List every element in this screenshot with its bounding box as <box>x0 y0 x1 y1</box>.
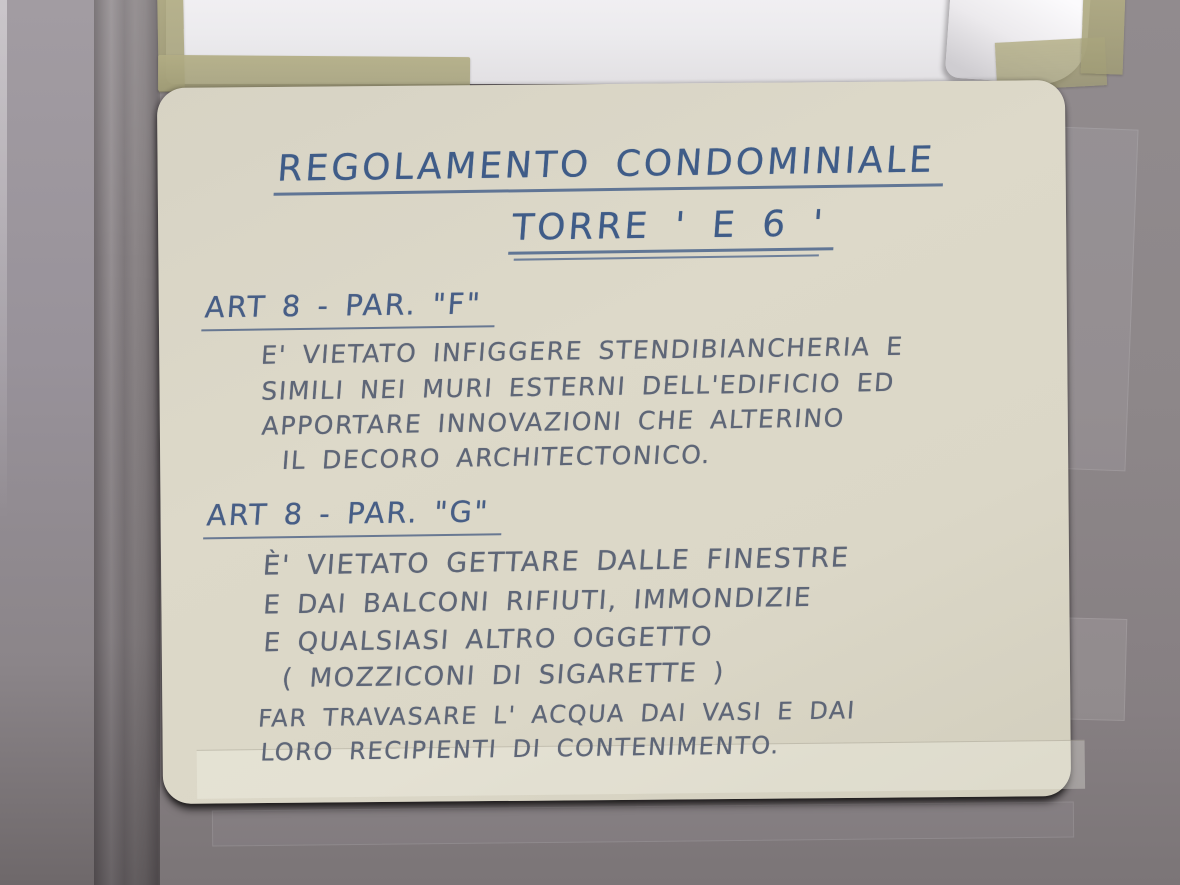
section-g-line-2: E DAI BALCONI RIFIUTI, IMMONDIZIE <box>262 582 813 621</box>
section-g-line-3: E QUALSIASI ALTRO OGGETTO <box>262 621 715 659</box>
sign-title-line-1 <box>274 139 946 189</box>
section-g-line-1: È' VIETATO GETTARE DALLE FINESTRE <box>261 542 851 582</box>
section-g-line-4: ( MOZZICONI DI SIGARETTE ) <box>280 657 727 695</box>
section-g-line-6: LORO RECIPIENTI DI CONTENIMENTO. <box>259 731 782 767</box>
sign-title-line-1-text: REGOLAMENTO CONDOMINIALE <box>274 139 947 195</box>
wall-left-highlight <box>0 0 7 520</box>
section-g-line-5: FAR TRAVASARE L' ACQUA DAI VASI E DAI <box>257 696 857 733</box>
section-g-heading: ART 8 - PAR. "G" <box>203 494 504 539</box>
section-f-line-2: SIMILI NEI MURI ESTERNI DELL'EDIFICIO ED <box>260 367 897 406</box>
section-f-line-3: APPORTARE INNOVAZIONI CHE ALTERINO <box>260 403 847 441</box>
sign-title-line-2-text: TORRE ' E 6 ' <box>508 203 837 255</box>
section-f-line-1: E' VIETATO INFIGGERE STENDIBIANCHERIA E <box>260 331 905 370</box>
wall-left-panel <box>0 0 94 885</box>
masking-tape-top-right <box>1081 0 1126 75</box>
section-f-heading: ART 8 - PAR. "F" <box>201 286 497 331</box>
regulation-sign-card <box>157 80 1071 804</box>
sign-title-line-2 <box>509 203 837 249</box>
metal-frame-strip <box>94 0 160 885</box>
section-f-line-4: IL DECORO ARCHITECTONICO. <box>280 440 713 476</box>
